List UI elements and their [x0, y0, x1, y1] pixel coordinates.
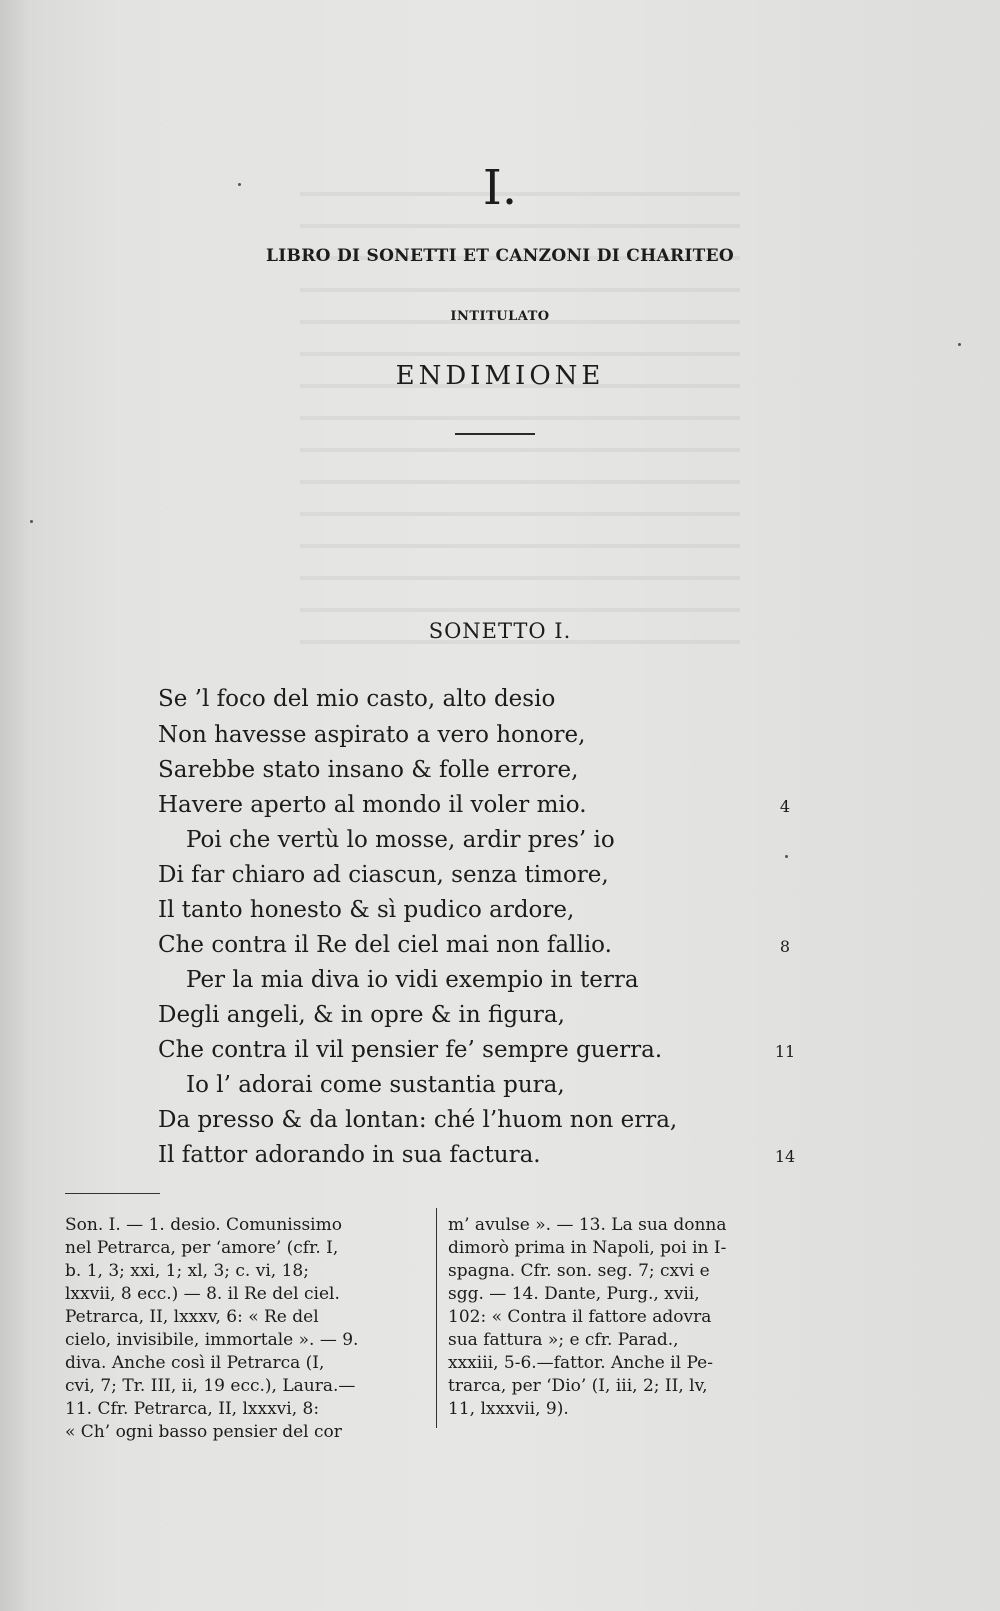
footnote-line: sgg. — 14. Dante, Purg., xvii, — [448, 1284, 700, 1304]
verse-line: Che contra il Re del ciel mai non fallio. — [158, 932, 612, 958]
footnote-line: Son. I. — 1. desio. Comunissimo — [65, 1215, 342, 1235]
verse-line: Io l’ adorai come sustantia pura, — [186, 1072, 565, 1098]
section-number: I. — [482, 160, 518, 216]
title-ornament-rule — [455, 433, 535, 435]
footnote-column-divider — [436, 1208, 437, 1428]
verse-line: Per la mia diva io vidi exempio in terra — [186, 967, 639, 993]
verse-line: Poi che vertù lo mosse, ardir pres’ io — [186, 827, 615, 853]
paper-speck — [785, 855, 788, 858]
sonnet-heading: SONETTO I. — [428, 619, 572, 643]
line-number: 11 — [774, 1042, 796, 1061]
verse-line: Sarebbe stato insano & folle errore, — [158, 757, 579, 783]
line-number: 14 — [774, 1147, 796, 1166]
line-number: 8 — [779, 937, 791, 956]
footnote-line: cielo, invisibile, immortale ». — 9. — [65, 1330, 359, 1350]
footnote-line: 102: « Contra il fattore adovra — [448, 1307, 712, 1327]
footnote-line: trarca, per ‘Dio’ (I, iii, 2; II, lv, — [448, 1376, 708, 1396]
paper-speck — [958, 343, 961, 346]
verse-line: Da presso & da lontan: ché l’huom non erra, — [158, 1107, 678, 1133]
footnote-line: spagna. Cfr. son. seg. 7; cxvi e — [448, 1261, 710, 1281]
book-subtitle: INTITULATO — [450, 309, 550, 324]
book-title: LIBRO DI SONETTI ET CANZONI DI CHARITEO — [266, 246, 734, 266]
footnote-line: Petrarca, II, lxxxv, 6: « Re del — [65, 1307, 319, 1327]
line-number: 4 — [779, 797, 791, 816]
bleed-through-text — [300, 170, 740, 650]
verse-line: Che contra il vil pensier fe’ sempre guerra. — [158, 1037, 663, 1063]
footnote-line: m’ avulse ». — 13. La sua donna — [448, 1215, 727, 1235]
verse-line: Il tanto honesto & sì pudico ardore, — [158, 897, 575, 923]
footnote-line: sua fattura »; e cfr. Parad., — [448, 1330, 679, 1350]
footnote-line: 11, lxxxvii, 9). — [448, 1399, 569, 1419]
footnote-line: 11. Cfr. Petrarca, II, lxxxvi, 8: — [65, 1399, 320, 1419]
paper-speck — [30, 520, 33, 523]
footnote-line: cvi, 7; Tr. III, ii, 19 ecc.), Laura.— — [65, 1376, 356, 1396]
verse-line: Non havesse aspirato a vero honore, — [158, 722, 586, 748]
footnote-line: « Ch’ ogni basso pensier del cor — [65, 1422, 342, 1442]
footnote-line: dimorò prima in Napoli, poi in I- — [448, 1238, 727, 1258]
verse-line: Il fattor adorando in sua factura. — [158, 1142, 541, 1168]
work-title: ENDIMIONE — [395, 361, 605, 391]
footnote-separator — [65, 1193, 160, 1194]
footnote-line: xxxiii, 5-6.—fattor. Anche il Pe- — [448, 1353, 713, 1373]
verse-line: Se ’l foco del mio casto, alto desio — [158, 686, 556, 712]
verse-line: Havere aperto al mondo il voler mio. — [158, 792, 587, 818]
footnote-line: diva. Anche così il Petrarca (I, — [65, 1353, 325, 1373]
footnote-line: lxxvii, 8 ecc.) — 8. il Re del ciel. — [65, 1284, 340, 1304]
verse-line: Degli angeli, & in opre & in figura, — [158, 1002, 565, 1028]
paper-speck — [238, 183, 241, 186]
footnote-line: b. 1, 3; xxi, 1; xl, 3; c. vi, 18; — [65, 1261, 309, 1281]
footnote-line: nel Petrarca, per ‘amore’ (cfr. I, — [65, 1238, 339, 1258]
verse-line: Di far chiaro ad ciascun, senza timore, — [158, 862, 609, 888]
